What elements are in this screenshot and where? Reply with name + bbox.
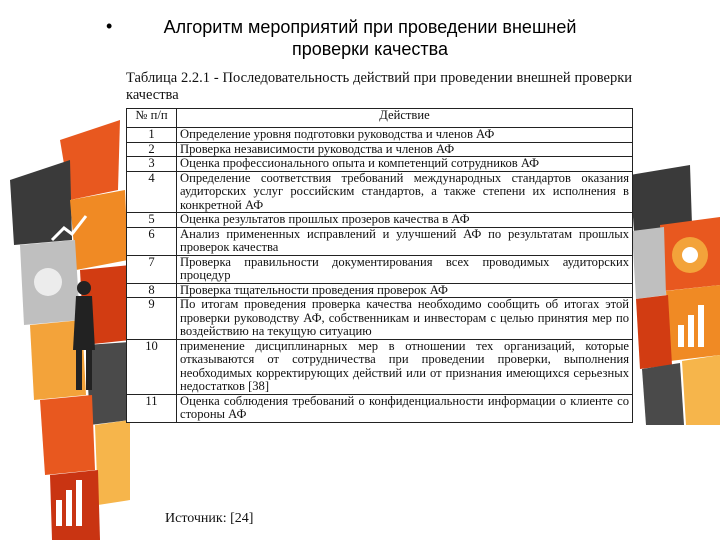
puzzle-collage-right <box>620 165 720 425</box>
row-num: 9 <box>127 298 177 340</box>
right-puzzle-illustration <box>620 165 720 425</box>
row-num: 4 <box>127 171 177 213</box>
row-action: Определение уровня подготовки руководства и членов АФ <box>177 128 633 143</box>
table-row <box>127 142 633 157</box>
table-row <box>127 227 633 255</box>
row-action: По итогам проведения проверка качества необходимо сообщить об итогах этой проверки руководству АФ, собственникам и инвесторам с целью принятия мер по воздействию на текущую ситуацию <box>177 298 633 340</box>
header-action: Действие <box>177 109 633 128</box>
table-caption: Таблица 2.2.1 - Последовательность действий при проведении внешней проверки качества <box>126 70 632 103</box>
puzzle-collage-left <box>0 120 130 540</box>
row-action: Проверка независимости руководства и членов АФ <box>177 142 633 157</box>
slide-title: Алгоритм мероприятий при проведении внешней проверки качества <box>163 17 577 59</box>
row-num: 10 <box>127 339 177 394</box>
left-puzzle-illustration <box>0 120 130 540</box>
table-row <box>127 171 633 213</box>
row-num: 1 <box>127 128 177 143</box>
row-action: Оценка профессионального опыта и компетенций сотрудников АФ <box>177 157 633 172</box>
row-action: Проверка тщательности проведения проверок АФ <box>177 283 633 298</box>
row-action: Проверка правильности документирования всех проводимых аудиторских процедур <box>177 255 633 283</box>
row-num: 2 <box>127 142 177 157</box>
row-num: 11 <box>127 394 177 422</box>
row-action: применение дисциплинарных мер в отношении тех организаций, которые отказываются от сотрудничества при проведении проверки, выполнения необходимых корректирующих действий или от признания имеющихся серьезных недостатков [38] <box>177 339 633 394</box>
table-row <box>127 339 633 394</box>
table-source: Источник: [24] <box>165 511 254 526</box>
row-num: 6 <box>127 227 177 255</box>
table-header-row <box>127 109 633 128</box>
table-row <box>127 255 633 283</box>
row-action: Оценка соблюдения требований о конфиденциальности информации о клиенте со стороны АФ <box>177 394 633 422</box>
row-action: Оценка результатов прошлых прозеров качества в АФ <box>177 213 633 228</box>
header-num: № п/п <box>127 109 177 128</box>
table-row <box>127 128 633 143</box>
table-row <box>127 213 633 228</box>
row-num: 5 <box>127 213 177 228</box>
row-num: 8 <box>127 283 177 298</box>
row-num: 3 <box>127 157 177 172</box>
actions-table <box>126 108 633 423</box>
table-row <box>127 283 633 298</box>
row-action: Определение соответствия требований международных стандартов оказания аудиторских услуг российским стандартов, а также степени их исполнения в конкретной АФ <box>177 171 633 213</box>
table-row <box>127 157 633 172</box>
table-row <box>127 298 633 340</box>
table-row <box>127 394 633 422</box>
title-bullet: • <box>106 16 113 36</box>
row-num: 7 <box>127 255 177 283</box>
row-action: Анализ примененных исправлений и улучшений АФ по результатам прошлых проверок качества <box>177 227 633 255</box>
